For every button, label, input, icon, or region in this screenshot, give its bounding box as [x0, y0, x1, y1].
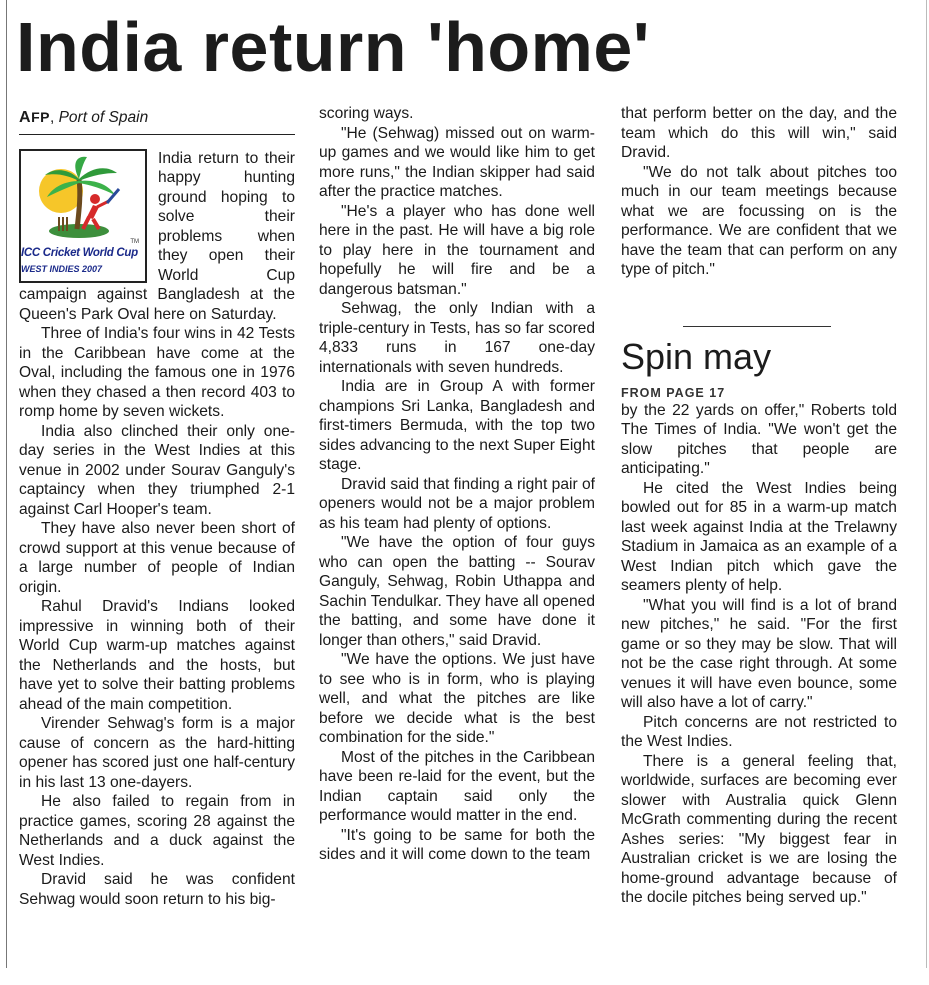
paragraph: Three of India's four wins in 42 Tests in the Caribbean have come at the Oval, including the famous one in 1976 when they chased a then record 403 to romp home by seven wickets. [19, 325, 295, 420]
paragraph: "What you will find is a lot of brand new pitches," he said. "For the first game or so they may be slow. That will not be the case right through. At some venues it will have even bounce, some will also have a lot of carry." [621, 596, 897, 711]
article-column-1 [19, 108, 295, 909]
paragraph: by the 22 yards on offer," Roberts told The Times of India. "We won't get the slow pitches that people are anticipating." [621, 401, 897, 477]
byline-place: Port of Spain [58, 109, 149, 126]
paragraph: that perform better on the day, and the team which do this will win," said Dravid. [621, 105, 897, 161]
paragraph: Virender Sehwag's form is a major cause of concern as the hard-hitting opener has scored just one half-century in his last 13 one-dayers. [19, 715, 295, 791]
byline-agency: AFP [19, 109, 50, 126]
paragraph: He cited the West Indies being bowled out for 85 in a warm-up match last week against India at the Trelawny Stadium in Jamaica as an example of a West Indian pitch which gave the seamers plenty of help. [621, 479, 897, 594]
paragraph: India return to their happy hunting ground hoping to solve their problems when they open their World Cup campaign against Bangladesh at the Queen's Park Oval here on Saturday. [19, 149, 295, 323]
byline: AFP, Port of Spain [19, 108, 295, 135]
paragraph: India also clinched their only one-day series in the West Indies at this venue in 2002 under Sourav Ganguly's captaincy when they triumphed 2-1 against Carl Hooper's team. [19, 422, 295, 518]
logo-title: ICC Cricket World Cup [21, 246, 138, 259]
paragraph: Most of the pitches in the Caribbean have been re-laid for the event, but the Indian captain said only the performance would matter in the end. [319, 748, 595, 824]
spin-may-headline: Spin may [621, 335, 772, 377]
world-cup-logo [19, 149, 149, 283]
paragraph: He also failed to regain from in practice games, scoring 28 against the Netherlands and a duck against the West Indies. [19, 793, 295, 869]
paragraph: There is a general feeling that, worldwide, surfaces are becoming ever slower with Australia quick Glenn McGrath commenting during the recent Ashes series: "My biggest fear in Australian cricket is we are losing the home-ground advantage because of the docile pitches being served up." [621, 752, 897, 906]
paragraph: They have also never been short of crowd support at this venue because of a large number of people of Indian origin. [19, 520, 295, 596]
paragraph: "We have the option of four guys who can open the batting -- Sourav Ganguly, Sehwag, Robin Uthappa and Sachin Tendulkar. They have all opened the batting, and some have done it longer than others," said Dravid. [319, 534, 595, 649]
logo-trademark: TM [130, 238, 139, 245]
from-page-label: FROM PAGE 17 [621, 385, 726, 400]
headline: India return 'home' [16, 8, 650, 86]
left-column-rule [6, 0, 7, 968]
paragraph: India are in Group A with former champions Sri Lanka, Bangladesh and first-timers Bermuda, with the top two sides advancing to the next Super Eight stage. [319, 378, 595, 473]
paragraph: "It's going to be same for both the sides and it will come down to the team [319, 826, 595, 863]
paragraph: "We have the options. We just have to see who is in form, who is playing well, and what the pitches are like before we decide what is the best combination for the side." [319, 651, 595, 746]
paragraph: "He (Sehwag) missed out on warm-up games and we would like him to get more runs," the Indian skipper had said after the practice matches. [319, 124, 595, 200]
logo-subtitle: WEST INDIES 2007 [21, 263, 103, 274]
paragraph: Rahul Dravid's Indians looked impressive in winning both of their World Cup warm-up matches against the Netherlands and the hosts, but have yet to solve their batting problems ahead of the main competition. [19, 598, 295, 713]
paragraph: Dravid said that finding a right pair of openers would not be a major problem as his team had plenty of options. [319, 475, 595, 532]
paragraph: "He's a player who has done well here in the past. He will have a big role to play here in the tournament and hopefully he will fire and be a dangerous batsman." [319, 202, 595, 298]
right-edge-rule [926, 0, 927, 968]
paragraph: "We do not talk about pitches too much in our team meetings because what we are focussing on is the performance. We are confident that we have the team that can perform on any type of pitch." [621, 163, 897, 278]
paragraph: Dravid said he was confident Sehwag would soon return to his big- [19, 871, 295, 908]
section-divider [683, 326, 831, 327]
paragraph: scoring ways. [319, 105, 414, 122]
article-column-2 [319, 104, 595, 865]
paragraph: Sehwag, the only Indian with a triple-century in Tests, has so far scored 4,833 runs in 167 one-day internationals with seven hundreds. [319, 300, 595, 376]
article-column-3 [621, 104, 897, 908]
paragraph: Pitch concerns are not restricted to the West Indies. [621, 713, 897, 750]
